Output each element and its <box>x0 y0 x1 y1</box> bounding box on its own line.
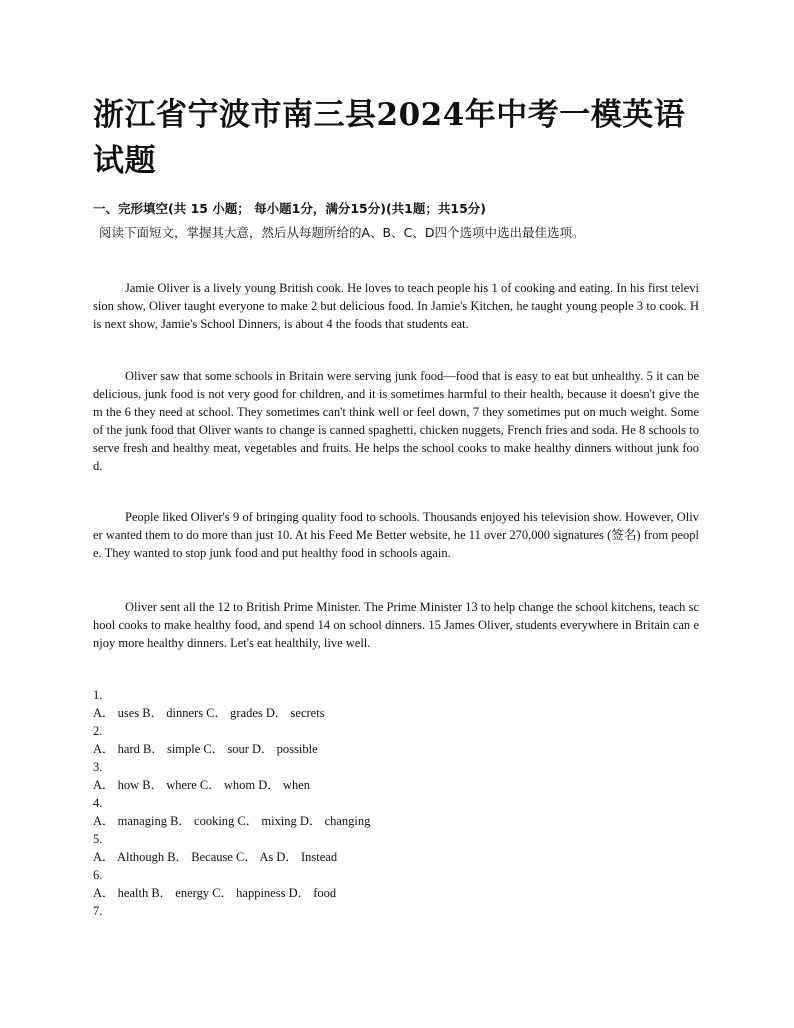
question-item <box>93 794 493 830</box>
question-number: 1. <box>93 688 103 702</box>
passage-paragraph-3 <box>93 508 699 562</box>
question-options: A． Although B． Because C． As D． Instead <box>93 850 338 864</box>
passage-paragraph-4 <box>93 598 699 652</box>
paragraph-text: Oliver sent all the 12 to British Prime Minister. The Prime Minister 13 to help change the school kitchens, teach school cooks to make healthy food, and spend 14 on school dinners. 15 James Oliver, students everywhere in Britain can enjoy more healthy dinners. Let's eat healthily, live well. <box>93 600 699 650</box>
question-options: A． health B． energy C． happiness D． food <box>93 886 337 900</box>
question-item <box>93 758 493 794</box>
question-number: 3. <box>93 760 103 774</box>
question-number: 5. <box>93 832 103 846</box>
question-item <box>93 830 493 866</box>
question-number: 2. <box>93 724 103 738</box>
passage-paragraph-1 <box>93 279 699 333</box>
paragraph-text: Jamie Oliver is a lively young British cook. He loves to teach people his 1 of cooking and eating. In his first television show, Oliver taught everyone to make 2 but delicious food. In Jamie's Kitchen, he taught young people 3 to cook. His next show, Jamie's School Dinners, is about 4 the foods that students eat. <box>93 281 699 331</box>
question-list <box>93 686 493 920</box>
paragraph-text: People liked Oliver's 9 of bringing quality food to schools. Thousands enjoyed his television show. However, Oliver wanted them to do more than just 10. At his Feed Me Better website, he 11 over 270,000 signatures (签名) from people. They wanted to stop junk food and put healthy food in schools again. <box>93 510 699 560</box>
section-instruction: 阅读下面短文，掌握其大意，然后从每题所给的A、B、C、D四个选项中选出最佳选项。 <box>99 225 585 240</box>
section-heading: 一、完形填空(共 15 小题； 每小题1分，满分15分)(共1题；共15分) <box>93 201 486 216</box>
paragraph-text: Oliver saw that some schools in Britain were serving junk food—food that is easy to eat but unhealthy. 5 it can be delicious, junk food is not very good for children, and it is sometimes harmful to their health, because it doesn't give them the 6 they need at school. They sometimes can't think well or feel down, 7 they sometimes put on much weight. Some of the junk food that Oliver wants to change is canned spaghetti, chicken nuggets, French fries and soda. He 8 schools to serve fresh and healthy meat, vegetables and fruits. He helps the school cooks to make healthy dinners without junk food. <box>93 369 699 473</box>
question-number: 6. <box>93 868 103 882</box>
passage-paragraph-2 <box>93 367 699 475</box>
question-options: A． managing B． cooking C． mixing D． changing <box>93 814 371 828</box>
question-options: A． how B． where C． whom D． when <box>93 778 310 792</box>
question-item <box>93 722 493 758</box>
question-item <box>93 686 493 722</box>
page-title: 浙江省宁波市南三县2024年中考一模英语试题 <box>93 97 686 179</box>
question-item <box>93 866 493 902</box>
question-number: 4. <box>93 796 103 810</box>
question-options: A． hard B． simple C． sour D． possible <box>93 742 318 756</box>
question-options: A． uses B． dinners C． grades D． secrets <box>93 706 325 720</box>
question-number: 7. <box>93 904 103 918</box>
question-item <box>93 902 493 920</box>
